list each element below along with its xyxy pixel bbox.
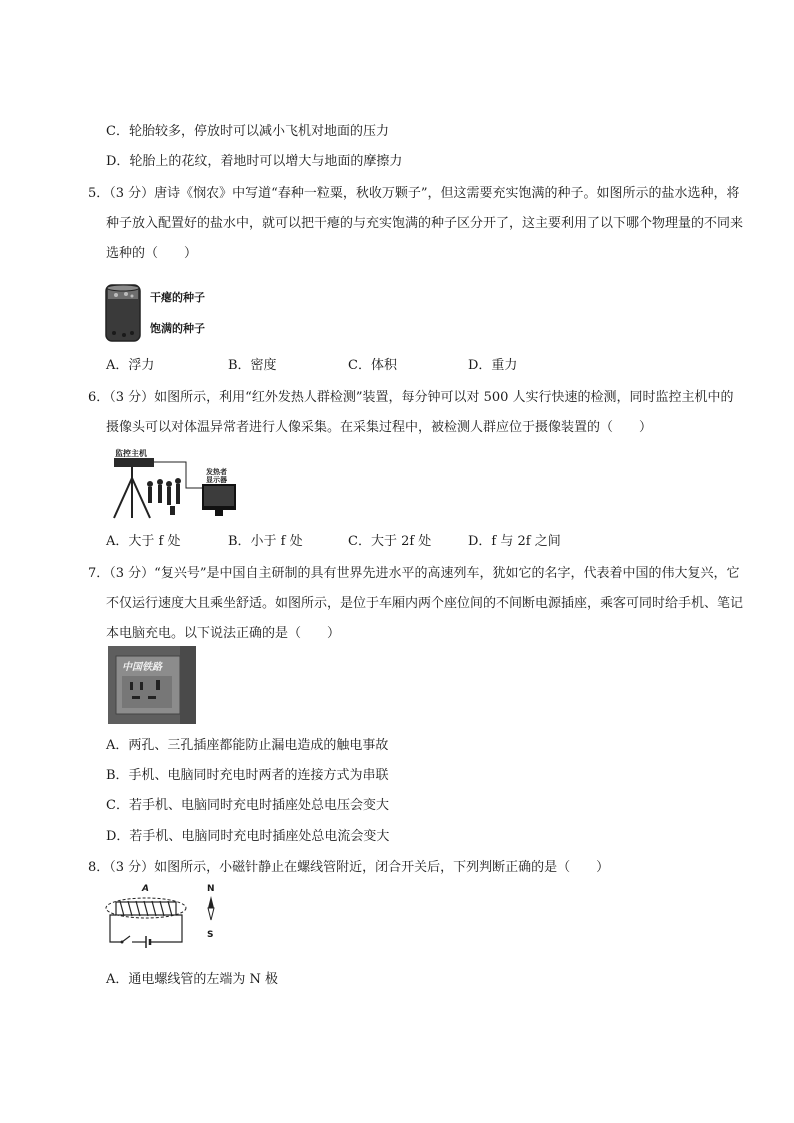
q7-stem-line2: 不仅运行速度大且乘坐舒适。如图所示，是位于车厢内两个座位间的不间断电源插座，乘客可同时给手机、笔记	[106, 596, 744, 611]
q7-label-china-railway: 中国铁路	[122, 662, 162, 673]
q7-option-c: C．若手机、电脑同时充电时插座处总电压会变大	[106, 798, 389, 813]
q7-option-a: A．两孔、三孔插座都能防止漏电造成的触电事故	[106, 738, 389, 753]
q8-label-a: A	[142, 884, 149, 894]
q7-option-d: D．若手机、电脑同时充电时插座处总电流会变大	[106, 829, 390, 844]
q6-option-d: D．f 与 2f 之间	[468, 534, 561, 549]
q5-stem-line1: 5．（3 分）唐诗《悯农》中写道“春种一粒粟，秋收万颗子”，但这需要充实饱满的种子。如图所示的盐水选种，将	[88, 186, 740, 201]
q8-label-south: S	[207, 930, 214, 940]
q6-stem-line2: 摄像头可以对体温异常者进行人像采集。在采集过程中，被检测人群应位于摄像装置的（ ）	[106, 420, 653, 435]
q5-figure-salt-water	[104, 283, 224, 343]
q6-label-monitor-host: 监控主机	[115, 449, 147, 458]
q4-option-c: C．轮胎较多，停放时可以减小飞机对地面的压力	[106, 124, 389, 139]
q8-label-north: N	[207, 884, 215, 894]
q6-option-a: A．大于 f 处	[106, 534, 181, 549]
q5-label-shriveled-seeds: 干瘪的种子	[150, 291, 205, 304]
q7-stem-line3: 本电脑充电。以下说法正确的是（ ）	[106, 626, 341, 641]
q5-stem-line3: 选种的（ ）	[106, 246, 198, 261]
q5-label-plump-seeds: 饱满的种子	[150, 322, 205, 335]
q6-option-b: B．小于 f 处	[228, 534, 303, 549]
q5-option-a: A．浮力	[106, 358, 155, 373]
q6-label-fever-display: 发热者显示器	[206, 468, 227, 484]
q7-stem-line1: 7．（3 分）“复兴号”是中国自主研制的具有世界先进水平的高速列车，犹如它的名字，代表着中国的伟大复兴，它	[88, 566, 740, 581]
q5-stem-line2: 种子放入配置好的盐水中，就可以把干瘪的与充实饱满的种子区分开了，这主要利用了以下哪个物理量的不同来	[106, 216, 744, 231]
q5-option-b: B．密度	[228, 358, 277, 373]
q6-option-c: C．大于 2f 处	[348, 534, 432, 549]
q5-option-c: C．体积	[348, 358, 397, 373]
q8-figure-solenoid-circuit	[104, 886, 224, 948]
q6-stem-line1: 6．（3 分）如图所示，利用“红外发热人群检测”装置，每分钟可以对 500 人实行快速的检测，同时监控主机中的	[88, 390, 734, 405]
q5-option-d: D．重力	[468, 358, 518, 373]
q8-stem-line1: 8．（3 分）如图所示，小磁针静止在螺线管附近，闭合开关后，下列判断正确的是（ ）	[88, 860, 610, 875]
q4-option-d: D．轮胎上的花纹，着地时可以增大与地面的摩擦力	[106, 154, 403, 169]
q7-option-b: B．手机、电脑同时充电时两者的连接方式为串联	[106, 768, 389, 783]
solenoid-illustration	[104, 886, 224, 948]
q7-figure-socket-photo	[108, 646, 196, 724]
q8-option-a: A．通电螺线管的左端为 N 极	[106, 972, 279, 987]
q6-figure-detection-setup	[106, 448, 242, 520]
